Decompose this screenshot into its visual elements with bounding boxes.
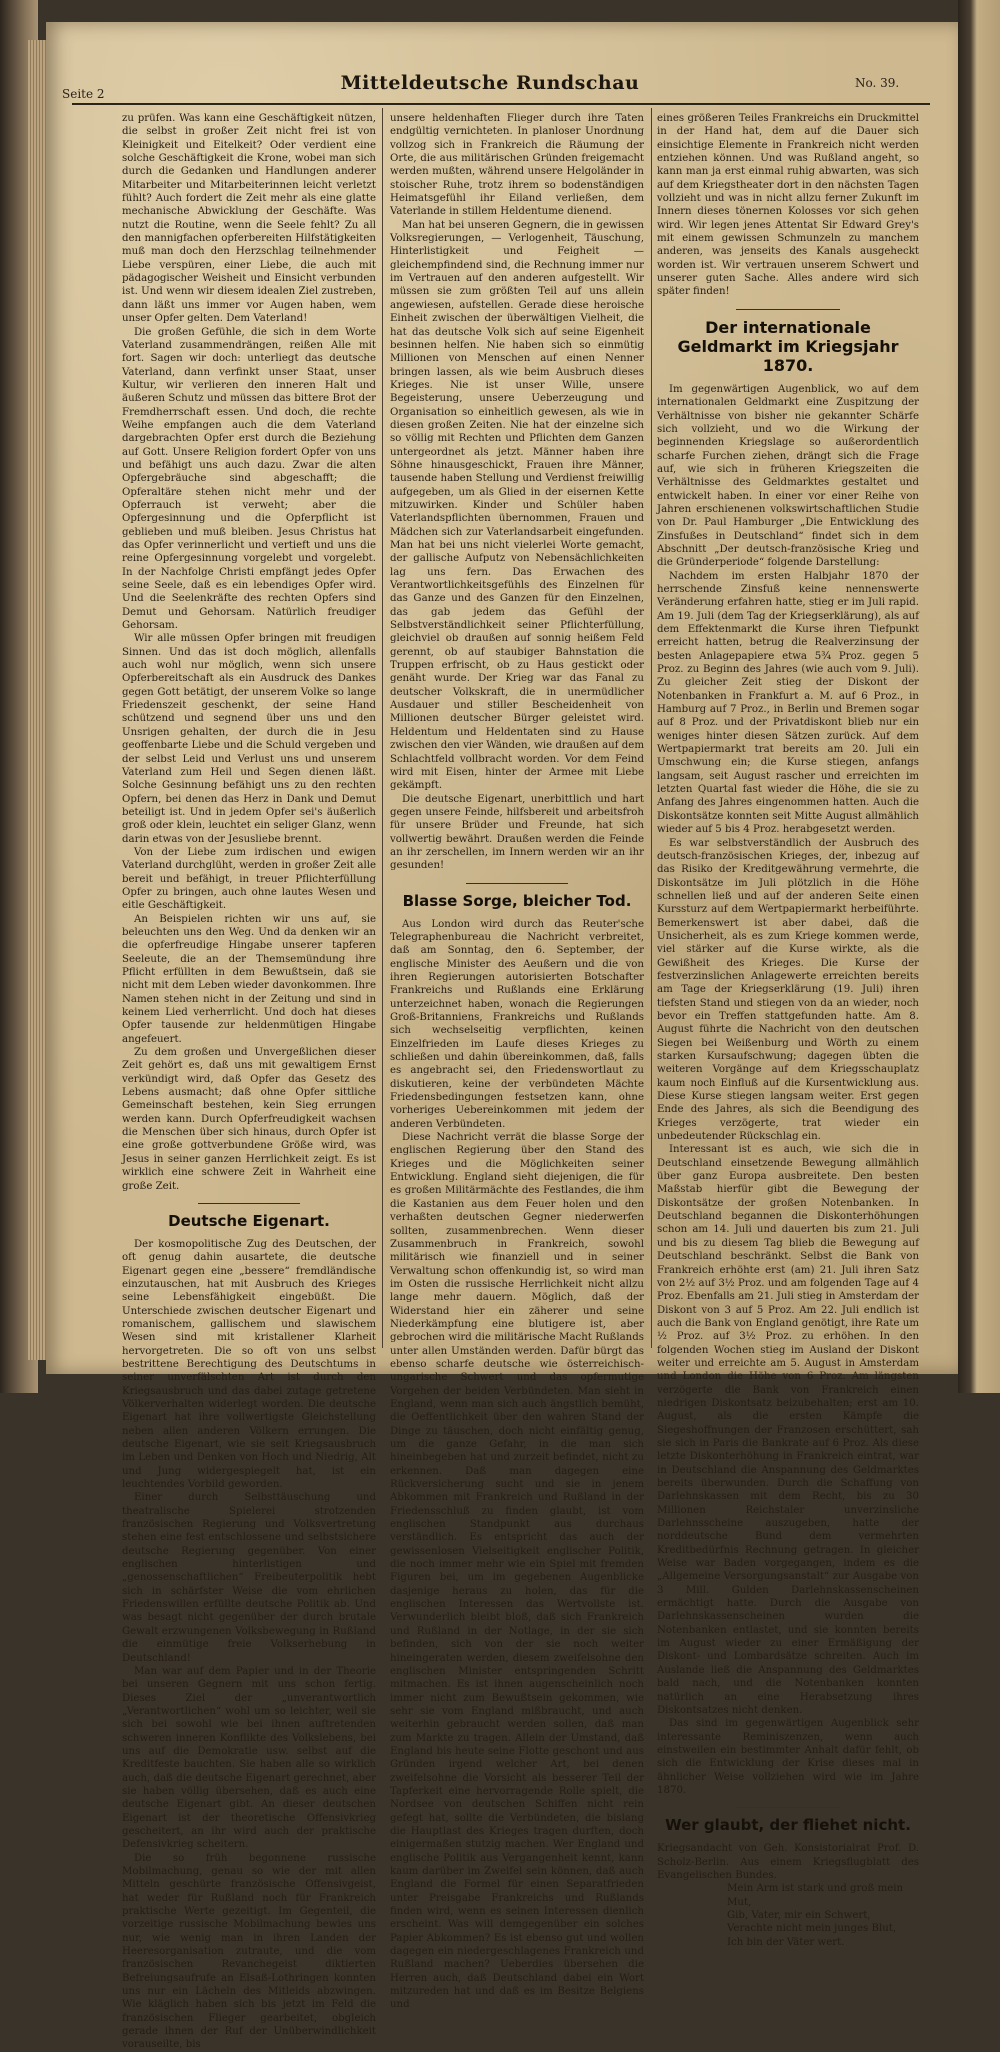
poem-line: Ich bin der Väter wert.	[727, 1936, 845, 1948]
page-number: Seite 2	[62, 87, 105, 101]
page-stack-edge	[28, 40, 46, 1360]
article-paragraph: Diese Nachricht verrät die blasse Sorge der englischen Regierung über den Stand des Krieges und die Möglichkeiten seiner Entwicklung. England sieht diejenigen, die für es großen Militärmächte des Festlandes, die ihm die Kastanien aus dem Feuer holen und den verhaßten deutschen Gegner niederwerfen sollten, zusammenbrechen. Wenn dieser Zusammenbruch in Frankreich, sowohl militärisch wie finanziell und in seiner Verwaltung schon offenkundig ist, so wird man im Osten die russische Herrlichkeit nicht allzu lange mehr dauern. Möglich, daß der Widerstand hier ein zäherer und seine Niederkämpfung eine blutigere ist, aber gebrochen wird die militärische Macht Rußlands unter allen Umständen werden. Dafür bürgt das ebenso scharfe deutsche wie österreichisch-ungarische Schwert und das opfermutige Vorgehen der beiden Verbündeten. Man sieht in England, wenn man sich auch ängstlich bemüht, die Oeffentlichkeit über den wahren Stand der Dinge zu täuschen, doch nicht einfältig genug, um die ganze Gefahr, in die man sich hineinbegeben hat und zurzeit befindet, nicht zu erkennen. Daß man dagegen eine Rückversicherung sucht und sie in jenem Abkommen mit Frankreich und Rußland in der Friedensschluß zu finden glaubt, ist vom englischen Standpunkt aus durchaus verständlich. Es entspricht das auch der gewissenlosen Vielseitigkeit englischer Politik, die noch immer mehr wie ein Spiel mit fremden Figuren bei, um im gegebenen Augenblicke dasjenige heraus zu holen, das für die englischen Interessen das Wertvollste ist. Verwunderlich bleibt bloß, daß sich Frankreich und Rußland in der Notlage, in der sie sich befinden, sich von der sie noch weiter hineingeraten werden, diesem zweifelsohne den englischen Minister entspringenden Schritt mitmachen. Es ist ihnen augenscheinlich noch immer nicht zum Bewußtsein gekommen, wie sehr sie vom England mißbraucht, und auch weiterhin gebraucht werden sollen, daß man zum Markte zu tragen. Allein der Umstand, daß England bis heute seine Flotte geschont und aus Gründen irgend welcher Art, bei denen zweifelsohne die Vorsicht als besserer Teil der Tapferkeit eine hervorragende Rolle spielt, die Nordsee von deutschen Schiffen nicht rein gefegt hat, sollte die Verbündeten, die bislang die Hauptlast des Krieges tragen durften, doch einigermaßen stutzig machen. Wer England und englische Politik aus Vergangenheit kennt, kann kaum darüber im Zweifel sein können, daß auch England die Formel für einen Separatfrieden unter Preisgabe Frankreichs und Rußlands finden wird, wenn es seinen Interessen dienlich erscheint. Was will demgegenüber ein solches Papier Abkommen? Es ist ebenso gut und wollen dagegen ein niedergeschlagenes Frankreich und Rußland machen? Ueberdies übersehen die Herren auch, daß Deutschland dabei ein Wort mitzureden hat und daß es im Besitze Belgiens und	[390, 1132, 644, 2011]
column-1	[122, 112, 376, 2051]
column-3	[657, 112, 919, 1948]
headline-geldmarkt: Der internationale Geldmarkt im Kriegsjahr 1870.	[677, 317, 899, 375]
issue-number: No. 39.	[855, 76, 900, 90]
headline-deutsche-eigenart: Deutsche Eigenart.	[168, 1211, 330, 1230]
article-paragraph: Die großen Gefühle, die sich in dem Worte Vaterland zusammendrängen, reißen Alle mit fort. Sagen wir doch: unterliegt das deutsche Vaterland, dann verfinkt unser Staat, unser Kultur, wir verlieren den inneren Halt und äußeren Schutz und müssen das bittere Brot der Fremdherrschaft essen. Und doch, die rechte Weihe empfangen auch die dem Vaterland dargebrachten Opfer erst durch die Beziehung auf Gott. Unsere Religion fordert Opfer von uns und befähigt uns auch dazu. Zwar die alten Opfergebräuche sind abgeschafft; die Opferaltäre stehen nicht mehr und der Opferrauch ist verweht; aber die Opfergesinnung und die Opferpflicht ist geblieben und muß bleiben. Jesus Christus hat das Opfer verinnerlicht und vertieft und uns die reine Opfergesinnung vorgelebt und vorgelebt. In der Nachfolge Christi empfängt jedes Opfer seine Seele, daß es ein lebendiges Opfer wird. Und die Seelenkräfte des rechten Opfers sind Demut und Gehorsam. Natürlich freudiger Gehorsam.	[122, 326, 376, 632]
poem-line: Verachte nicht mein junges Blut,	[727, 1923, 897, 1935]
article-paragraph: Man hat bei unseren Gegnern, die in gewissen Volksregierungen, — Verlogenheit, Täuschung, Hinterlistigkeit und Feigheit — gleichempfindend sind, die Rechnung immer nur im Vertrauen auf den anderen aufgestellt. Wir müssen sie zum größten Teil auf uns allein angewiesen, aufstellen. Gerade diese heroische Einheit zwischen der überwältigen Vielheit, die hat das deutsche Volk sich auf seine Eigenheit besinnen helfen. Nie haben sich so einmütig Millionen von Menschen auf einen Nenner bringen lassen, als wie beim Ausbruch dieses Krieges. Nie ist unser Wille, unsere Begeisterung, unsere Ueberzeugung und Organisation so einheitlich gewesen, als wie in diesen großen Zeiten. Nie hat der einzelne sich so völlig mit Rechten und Pflichten dem Ganzen untergeordnet als jetzt. Männer haben ihre Söhne hinausgeschickt, Frauen ihre Männer, tausende haben Stellung und Verdienst freiwillig aufgegeben, um als Glied in der eisernen Kette mitzuwirken. Kinder und Schüler haben Vaterlandspflichten übernommen, Frauen und Mädchen sich zur Vaterlandsarbeit eingefunden. Man hat bei uns nicht vielerlei Worte gemacht, der gallische Aufputz von Nebensächlichkeiten lag uns fern. Das Erwachen des Verantwortlichkeitsgefühls des Einzelnen für das Ganze und des Ganzen für den Einzelnen, das gab jedem das Gefühl der Selbstverständlichkeit seiner Pflichterfüllung, gleichviel ob draußen auf sonnig heißem Feld gerennt, ob auf staubiger Bahnstation die Truppen erfrischt, ob zu Haus gestickt oder genäht wurde. Der Krieg war das Fanal zu deutscher Volkskraft, die in unermüdlicher Ausdauer und stiller Bescheidenheit von Millionen deutscher Bürger geleistet wird. Heldentum und Heldentaten sind zu Hause zwischen den vier Wänden, wie draußen auf dem Schlachtfeld vollbracht worden. Vor dem Feind wird mit Eisen, hinter der Armee mit Liebe gekämpft.	[390, 219, 644, 792]
article-paragraph: unsere heldenhaften Flieger durch ihre Taten endgültig vernichteten. In planloser Unordnung vollzog sich in Frankreich die Räumung der Orte, die aus militärischen Gründen freigemacht werden mußten, während unsere Helgoländer in stoischer Ruhe, trotz ihrem so bodenständigen Heimatsgefühl ihr Eiland verließen, dem Vaterlande in stillem Heldentume dienend.	[390, 113, 644, 218]
article-paragraph: Zu dem großen und Unvergeßlichen dieser Zeit gehört es, daß uns mit gewaltigem Ernst verkündigt wird, daß Opfer das Gesetz des Lebens ausmacht; daß ohne Opfer sittliche Gemeinschaft bestehen, kein Sieg errungen werden kann. Durch Opferfreudigkeit wachsen die Menschen über sich hinaus, durch Opfer ist eine große gottverbundene Größe wird, was Jesus in seiner ganzen Herrlichkeit zeigt. Es ist wirklich eine schwere Zeit in Wahrheit eine große Zeit.	[122, 1047, 376, 1192]
header-rule	[72, 103, 930, 105]
article-separator	[198, 1203, 300, 1204]
article-paragraph: eines größeren Teiles Frankreichs ein Druckmittel in der Hand hat, dem auf die Dauer sich einsichtige Elemente in Frankreich nicht werden entziehen können. Und was Rußland angeht, so kann man ja erst einmal ruhig abwarten, was sich auf dem Kriegstheater dort in den nächsten Tagen vollzieht und was in nicht allzu ferner Zukunft im Innern dieses tönernen Kolosses vor sich gehen wird. Wir legen jenes Attentat Sir Edward Grey's mit einem gewissen Schmunzeln zu manchem anderen, was jenseits des Kanals ausgeheckt worden ist. Wir vertrauen unserem Schwert und unserer guten Sache. Alles andere wird sich später finden!	[657, 113, 919, 298]
article-paragraph: Nachdem im ersten Halbjahr 1870 der herrschende Zinsfuß keine nennenswerte Veränderung erfahren hatte, stieg er im Juli rapid. Am 19. Juli (dem Tag der Kriegserklärung), als auf dem Effektenmarkt die Kurse ihren Tiefpunkt erreicht hatten, betrug die Realverzinsung der besten Anlagepapiere etwa 5¾ Proz. gegen 5 Proz. zu Beginn des Jahres (wie auch vom 9. Juli). Zu gleicher Zeit stieg der Diskont der Notenbanken in Frankfurt a. M. auf 6 Proz., in Hamburg auf 7 Proz., in Berlin und Bremen sogar auf 8 Proz. und der Privatdiskont blieb nur ein weniges hinter diesen Sätzen zurück. Auf dem Wertpapiermarkt trat bereits am 20. Juli ein Umschwung ein; die Kurse stiegen, anfangs langsam, seit August rascher und erreichten im letzten Quartal fast wieder die Höhe, die sie zu Anfang des Jahres eingenommen hatten. Auch die Diskontsätze konnten seit Mitte August allmählich wieder auf 5 bis 4 Proz. herabgesetzt werden.	[657, 570, 919, 836]
headline-wer-glaubt: Wer glaubt, der fliehet nicht.	[665, 1816, 911, 1835]
article-paragraph: Die deutsche Eigenart, unerbittlich und hart gegen unsere Feinde, hilfsbereit und arbeitsfroh für unsere Brüder und Freunde, hat sich vollwertig bewährt. Draußen werden die Feinde an ihr zerschellen, im Innern werden wir an ihr gesunden!	[390, 793, 644, 872]
poem-line: Mein Arm ist stark und groß mein Mut,	[727, 1883, 904, 1908]
poem-verse	[727, 1882, 919, 1949]
column-rule-2	[651, 108, 652, 1348]
article-separator	[736, 1807, 841, 1808]
column-2	[390, 112, 644, 2011]
article-paragraph: Man war auf dem Papier und in der Theorie bei unseren Gegnern mit uns schon fertig. Dieses Ziel der „unverantwortlich „Verantwortlichen“ wohl um so leichter, weil sie sich bei sowohl wie bei ihnen auftretenden schweren inneren Konflikte des Volkslebens, bei uns auf die Demokratie usw. selbst auf die Kreditfeste bauchten. Sie haben alle so wirklich auch, daß die deutsche Eigenart gerechnet, aber sie haben völlig übersehen, daß es auch eine deutsche Eigenart gibt. An dieser deutschen Eigenart ist der theoretische Offensivkrieg gescheitert, an ihr wird auch der praktische Defensivkrieg scheitern.	[122, 1665, 376, 1851]
article-paragraph: Es war selbstverständlich der Ausbruch des deutsch-französischen Krieges, der, inbezug auf das Risiko der Kreditgewährung vermehrte, die Diskontsätze im Juli plötzlich in die Höhe schnellen ließ und auf der anderen Seite einen Kurssturz auf dem Wertpapiermarkt herbeiführte. Bemerkenswert ist aber dabei, daß die Unsicherheit, als es zum Kriege kommen werde, viel stärker auf die Kurse wirkte, als die Gewißheit des Krieges. Die Kurse der festverzinslichen Anlagewerte erreichten bereits am Tage der Kriegserklärung (19. Juli) ihren tiefsten Stand und stiegen von da an wieder, noch bevor ein Treffen stattgefunden hatte. Am 8. August führte die Nachricht von den deutschen Siegen bei Weißenburg und Wörth zu einem starken Kursaufschwung; dagegen übten die weiteren Vorgänge auf dem Kriegsschauplatz kaum noch Einfluß auf die Kursentwicklung aus. Diese Kurse stiegen langsam weiter. Erst gegen Ende des Jahres, als sich die Beendigung des Krieges verzögerte, trat wieder ein unbedeutender Rückschlag ein.	[657, 837, 919, 1143]
article-separator	[736, 309, 841, 310]
article-paragraph: Die so früh begonnene russische Mobilmachung, genau so wie der mit allen Mitteln geschürte französische Offensivgeist, hat weder für Rußland noch für Frankreich praktische Werte gezeitigt. Im Gegenteil, die vorzeitige russische Mobilmachung bewies uns nur, wie wenig man in ihren Landen der Heeresorganisation zutraute, und die vom französischen Revanchegeist diktierten Befreiungsaufrufe an Elsaß-Lothringen konnten uns nur ein Lächeln des Mitleids abzwingen. Wie kläglich haben sich bis jetzt im Feld die französischen Flieger gearbeitet, obgleich gerade ihnen der Ruf der Unüberwindlichkeit vorauseilte, bis	[122, 1852, 376, 2051]
article-paragraph: Einer durch Selbsttäuschung und theatralische Spielerei strotzenden französischen Regierung und Volksvertretung stehen eine fest entschlossene und selbstsichere deutsche Regierung gegenüber. Von einer englischen hinterlistigen und „genossenschaftlichen“ Freibeuterpolitik hebt sich in schärfster Weise die vom ehrlichen Friedenswillen erfüllte deutsche Politik ab. Und was besagt nicht gegenüber der durch brutale Gewalt erzwungenen Volksbewegung in Rußland die einmütige freie Volkserhebung in Deutschland!	[122, 1492, 376, 1664]
article-paragraph: zu prüfen. Was kann eine Geschäftigkeit nützen, die selbst in großer Zeit nicht frei ist von Kleinigkeit und Eitelkeit? Oder verdient eine solche Geschäftigkeit die Krone, wobei man sich durch die Gedanken und Handlungen anderer Mitarbeiter und Mitarbeiterinnen leicht verletzt fühlt? Auch fordert die Zeit mehr als eine glatte mechanische Abwicklung der Geschäfte. Was nutzt die Routine, wenn die Seele fehlt? Zu all den mannigfachen opferbereiten Hilfstätigkeiten muß man doch den Herzschlag teilnehmender Liebe verspüren, einer Liebe, die auch mit pädagogischer Weisheit und Einsicht verbunden ist. Und wenn wir diesem idealen Ziel zustreben, dann läßt uns immer vor Augen haben, wem unser Opfer gelten. Dem Vaterland!	[122, 113, 376, 325]
article-paragraph: Das sind im gegenwärtigen Augenblick sehr interessante Reminiszenzen, wenn auch einstweilen ein bestimmter Anhalt dafür fehlt, ob sich die Entwicklung der Krise dieses mal in ähnlicher Weise vollziehen wird wie im Jahre 1870.	[657, 1718, 919, 1796]
newspaper-title: Mitteldeutsche Rundschau	[340, 72, 640, 94]
article-paragraph: An Beispielen richten wir uns auf, sie beleuchten uns den Weg. Und da denken wir an die opferfreudige Hingabe unserer tapferen Seeleute, die an der Themsemündung ihre Pflicht erfüllten in dem Bewußtsein, daß sie nicht mit dem Leben wieder davonkommen. Ihre Namen stehen nicht in der Zeitung und sind in keinem Lied verherrlicht. Und doch hat dieses Opfer tausende zur heldenmütigen Hingabe angefeuert.	[122, 913, 376, 1045]
article-paragraph: Kriegsandacht von Geh. Konsistorialrat Prof. D. Scholz-Berlin. Aus einem Kriegsflugblatt des Evangelischen Bundes.	[657, 1843, 919, 1881]
article-separator	[466, 883, 568, 884]
column-rule-1	[382, 108, 383, 1348]
article-paragraph: Im gegenwärtigen Augenblick, wo auf dem internationalen Geldmarkt eine Zuspitzung der Verhältnisse von bisher nie gekannter Schärfe sich vollzieht, und wo die Wirkung der beginnenden Kriegslage so außerordentlich scharfe Furchen ziehen, drängt sich die Frage auf, wie sich in früheren Kriegszeiten die Verhältnisse des Geldmarktes gestaltet und entwickelt haben. In einer vor einer Reihe von Jahren erschienenen volkswirtschaftlichen Studie von Dr. Paul Hamburger „Die Entwicklung des Zinsfußes in Deutschland“ findet sich in dem Abschnitt „Der deutsch-französische Krieg und die Gründerperiode“ folgende Darstellung:	[657, 383, 919, 569]
article-paragraph: Wir alle müssen Opfer bringen mit freudigen Sinnen. Und das ist doch möglich, allenfalls auch wohl nur möglich, wenn sich unsere Opferbereitschaft als ein Ausdruck des Dankes gegen Gott betätigt, der unserem Volke so lange Friedenszeit geschenkt, der seine Hand schützend und segnend über uns und den Unsrigen gehalten, der durch die in Jesu geoffenbarte Liebe und die Schuld vergeben und der selbst Leid und Verlust uns und unserem Vaterland zum Heil und Segen dienen läßt. Solche Gesinnung befähigt uns zu den rechten Opfern, bei denen das Herz in Dank und Demut beteiligt ist. Und in jedem Opfer sei's äußerlich groß oder klein, leuchtet ein seliger Glanz, wenn darin etwas von der Jesusliebe brennt.	[122, 633, 376, 845]
facing-page-edge	[958, 0, 1000, 1393]
article-paragraph: Interessant ist es auch, wie sich die in Deutschland einsetzende Bewegung allmählich über ganz Europa ausbreitete. Den besten Maßstab hierfür gibt die Bewegung der Diskontsätze der großen Notenbanken. In Deutschland begannen die Diskonterhöhungen schon am 14. Juli und dauerten bis zum 21. Juli und bis zu diesem Tag blieb die Bewegung auf Deutschland beschränkt. Selbst die Bank von Frankreich erhöhte erst (am) 21. Juli ihren Satz von 2½ auf 3½ Proz. und am folgenden Tage auf 4 Proz. Ebenfalls am 21. Juli stieg in Amsterdam der Diskont von 3 auf 5 Proz. Am 22. Juli endlich ist auch die Bank von England genötigt, ihre Rate um ½ Proz. auf 3½ Proz. zu erhöhen. In den folgenden Wochen stieg im Ausland der Diskont weiter und erreichte am 5. August in Amsterdam und London die Höhe von 6 Proz. Am längsten verzögerte die Bank von Frankreich einen niedrigen Diskontsatz beizubehalten; erst am 10. August, als die ersten Kämpfe die Siegeshoffnungen der Franzosen erschüttert, sah sie sich in Paris die Bankrate auf 6 Proz. Als diese letzte Diskonterhöhung in Frankreich eintrat, war in Deutschland die Anspannung des Geldmarktes bereits überwunden. Durch die Schaffung von Darlehnskassen mit dem Recht, bis zu 30 Millionen Reichstaler unverzinsliche Darlehnsscheine auszugeben, hatte der norddeutsche Bund dem vermehrten Kreditbedürfnis Rechnung getragen. In gleicher Weise war Baden vorgegangen, indem es die „Allgemeine Versorgungsanstalt“ zur Ausgabe von 3 Mill. Gulden Darlehnskassenscheinen ermächtigt hatte. Durch die Ausgabe von Darlehnskassenscheinen wurden die Notenbanken entlastet, und sie konnten bereits im August wieder zu einer Ermäßigung der Diskont- und Lombardsätze schreiten. Auch im Auslande ließ die Anspannung des Geldmarktes bald nach, und die Notenbanken konnten natürlich an eine Herabsetzung ihres Diskontsatzes nicht denken.	[657, 1144, 919, 1716]
poem-line: Gib, Vater, mir ein Schwert,	[727, 1909, 871, 1921]
article-paragraph: Der kosmopolitische Zug des Deutschen, der oft genug dahin ausartete, die deutsche Eigenart gegen eine „bessere“ fremdländische einzutauschen, hat mit Ausbruch des Krieges seine Lebensfähigkeit eingebüßt. Die Unterschiede zwischen deutscher Eigenart und romanischem, gallischem und slawischem Wesen sind mit kristallener Klarheit hervorgetreten. Die so oft von uns selbst bestrittene Berechtigung des Deutschtums in seiner unverfälschten Art ist durch den Kriegsausbruch und das dabei zutage getretene Völkerverhalten widerlegt worden. Die deutsche Eigenart hat ihre vollwertigste Gleichstellung neben allen anderen Völkern errungen. Die deutsche Eigenart, wie sie seit Kriegsausbruch im Leben und Denken von Hoch und Niedrig, Alt und Jung widergespiegelt hat, ist ein leuchtendes Vorbild geworden.	[122, 1238, 376, 1491]
headline-blasse-sorge: Blasse Sorge, bleicher Tod.	[402, 891, 632, 910]
article-paragraph: Von der Liebe zum irdischen und ewigen Vaterland durchglüht, werden in großer Zeit alle bereit und befähigt, in treuer Pflichterfüllung Opfer zu bringen, auch ohne lautes Wesen und eitle Geschäftigkeit.	[122, 846, 376, 912]
article-paragraph: Aus London wird durch das Reuter'sche Telegraphenbureau die Nachricht verbreitet, daß am Sonntag, den 6. September, der englische Minister des Aeußern und die von ihren Regierungen autorisierten Botschafter Frankreichs und Rußlands eine Erklärung unterzeichnet haben, wonach die Regierungen Groß-Britanniens, Frankreichs und Rußlands sich wechselseitig verpflichten, keinen Einzelfrieden im Laufe dieses Krieges zu schließen und dahin übereinkommen, daß, falls es angebracht sei, den Friedenswortlaut zu diskutieren, keine der verbündeten Mächte Friedensbedingungen festsetzen kann, ohne vorheriges Uebereinkommen mit jedem der anderen Verbündeten.	[390, 918, 644, 1130]
